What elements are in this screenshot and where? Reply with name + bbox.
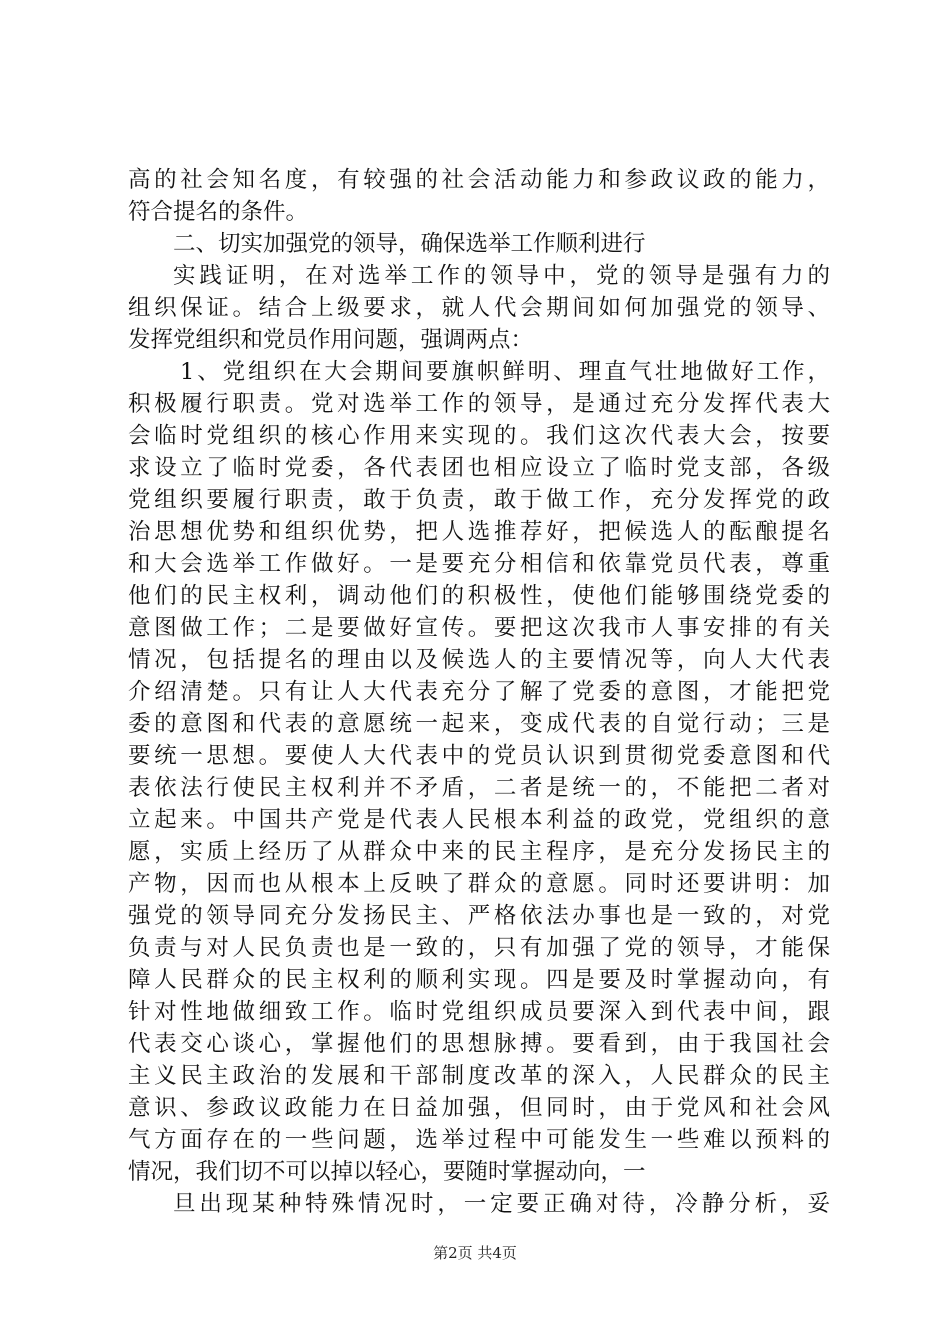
text-line: 要统一思想。要使人大代表中的党员认识到贯彻党委意图和代 xyxy=(128,743,830,769)
text-line: 委的意图和代表的意愿统一起来，变成代表的自觉行动；三是 xyxy=(128,711,830,737)
text-line: 气方面存在的一些问题，选举过程中可能发生一些难以预料的 xyxy=(128,1127,830,1153)
text-line: 愿，实质上经历了从群众中来的民主程序，是充分发扬民主的 xyxy=(128,839,830,865)
text-line: 针对性地做细致工作。临时党组织成员要深入到代表中间，跟 xyxy=(128,999,830,1025)
text-line: 代表交心谈心，掌握他们的思想脉搏。要看到，由于我国社会 xyxy=(128,1031,830,1057)
text-line: 实践证明，在对选举工作的领导中，党的领导是强有力的 xyxy=(173,263,830,289)
text-line: 障人民群众的民主权利的顺利实现。四是要及时掌握动向，有 xyxy=(128,967,830,993)
section-heading: 二、切实加强党的领导，确保选举工作顺利进行 xyxy=(173,231,646,257)
text-line: 1、党组织在大会期间要旗帜鲜明、理直气壮地做好工作， xyxy=(180,359,830,385)
text-line: 求设立了临时党委，各代表团也相应设立了临时党支部，各级 xyxy=(128,455,830,481)
text-line: 产物，因而也从根本上反映了群众的意愿。同时还要讲明：加 xyxy=(128,871,830,897)
text-line: 介绍清楚。只有让人大代表充分了解了党委的意图，才能把党 xyxy=(128,679,830,705)
text-line: 情况，包括提名的理由以及候选人的主要情况等，向人大代表 xyxy=(128,647,830,673)
text-line: 立起来。中国共产党是代表人民根本利益的政党，党组织的意 xyxy=(128,807,830,833)
document-body xyxy=(128,164,830,1220)
text-line: 他们的民主权利，调动他们的积极性，使他们能够围绕党委的 xyxy=(128,583,830,609)
text-line: 符合提名的条件。 xyxy=(128,199,309,225)
text-line: 旦出现某种特殊情况时，一定要正确对待，冷静分析，妥 xyxy=(173,1191,830,1217)
text-line: 高的社会知名度，有较强的社会活动能力和参政议政的能力， xyxy=(128,167,830,193)
text-line: 会临时党组织的核心作用来实现的。我们这次代表大会，按要 xyxy=(128,423,830,449)
page-number-footer: 第2页 共4页 xyxy=(433,1244,517,1262)
text-line: 组织保证。结合上级要求，就人代会期间如何加强党的领导、 xyxy=(128,295,830,321)
text-line: 积极履行职责。党对选举工作的领导，是通过充分发挥代表大 xyxy=(128,391,830,417)
text-line: 表依法行使民主权利并不矛盾，二者是统一的，不能把二者对 xyxy=(128,775,830,801)
text-line: 强党的领导同充分发扬民主、严格依法办事也是一致的，对党 xyxy=(128,903,830,929)
text-line: 和大会选举工作做好。一是要充分相信和依靠党员代表，尊重 xyxy=(128,551,830,577)
text-line: 发挥党组织和党员作用问题，强调两点： xyxy=(128,327,534,353)
text-line: 负责与对人民负责也是一致的，只有加强了党的领导，才能保 xyxy=(128,935,830,961)
text-line: 主义民主政治的发展和干部制度改革的深入，人民群众的民主 xyxy=(128,1063,830,1089)
text-line: 意识、参政议政能力在日益加强，但同时，由于党风和社会风 xyxy=(128,1095,830,1121)
text-line: 意图做工作；二是要做好宣传。要把这次我市人事安排的有关 xyxy=(128,615,830,641)
text-line: 情况，我们切不可以掉以轻心，要随时掌握动向，一 xyxy=(128,1159,646,1185)
text-line: 治思想优势和组织优势，把人选推荐好，把候选人的酝酿提名 xyxy=(128,519,830,545)
text-line: 党组织要履行职责，敢于负责，敢于做工作，充分发挥党的政 xyxy=(128,487,830,513)
